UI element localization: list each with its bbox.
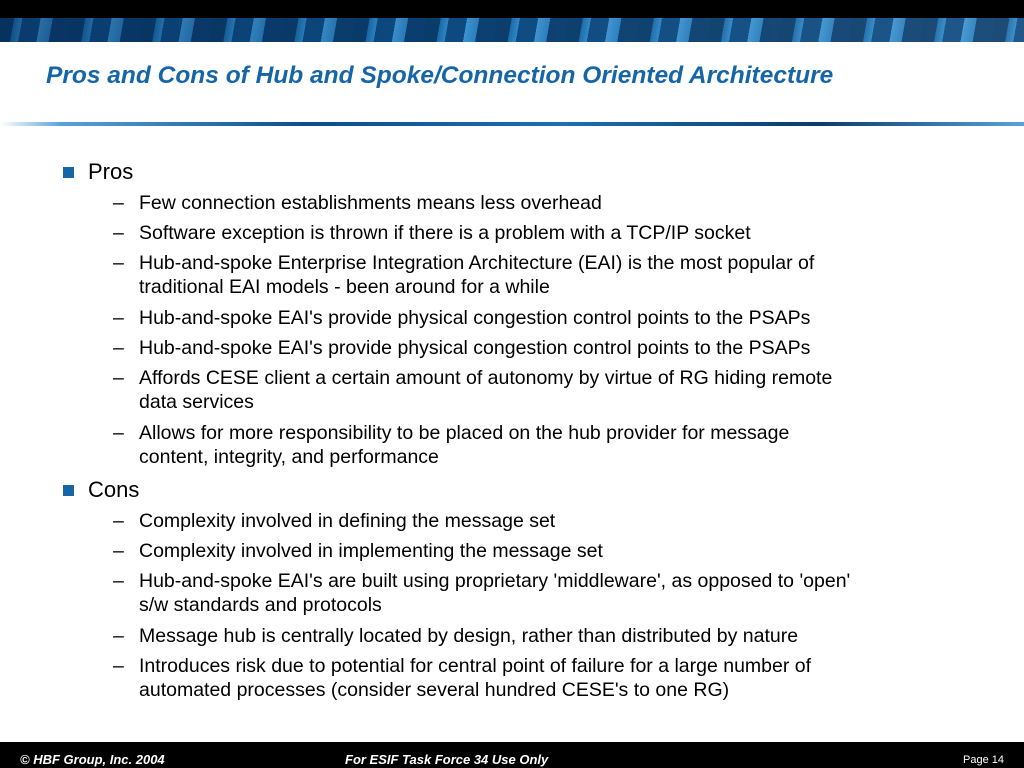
cons-item-3-line-2: s/w standards and protocols — [139, 594, 382, 616]
cons-item-2 — [139, 539, 989, 563]
pros-item-5 — [139, 336, 989, 360]
title-divider — [0, 122, 1024, 126]
pros-item-1-text: Few connection establishments means less overhead — [139, 192, 602, 214]
bullet-square-icon — [63, 485, 74, 496]
pros-heading: Pros — [88, 159, 134, 184]
dash-icon: – — [113, 510, 124, 532]
pros-item-6 — [139, 366, 989, 414]
pros-item-6-line-2: data services — [139, 391, 254, 413]
footer-bar — [0, 742, 1024, 768]
dash-icon: – — [113, 337, 124, 359]
dash-icon: – — [113, 222, 124, 244]
slide-title: Pros and Cons of Hub and Spoke/Connection Oriented Architecture — [46, 62, 834, 89]
pros-item-2 — [139, 221, 989, 245]
dash-icon: – — [113, 252, 124, 274]
pros-item-7-line-2: content, integrity, and performance — [139, 446, 439, 468]
footer-copyright: © HBF Group, Inc. 2004 — [20, 752, 165, 767]
cons-item-5 — [139, 654, 989, 702]
pros-item-2-text: Software exception is thrown if there is a problem with a TCP/IP socket — [139, 222, 751, 244]
bullet-square-icon — [63, 167, 74, 178]
header-banner — [0, 18, 1024, 42]
cons-item-4-text: Message hub is centrally located by design, rather than distributed by nature — [139, 625, 799, 647]
dash-icon: – — [113, 307, 124, 329]
cons-item-1-text: Complexity involved in defining the message set — [139, 510, 556, 532]
dash-icon: – — [113, 422, 124, 444]
pros-item-3 — [139, 251, 989, 299]
pros-item-1 — [139, 191, 989, 215]
cons-item-4 — [139, 624, 989, 648]
cons-item-5-line-2: automated processes (consider several hundred CESE's to one RG) — [139, 679, 730, 701]
page-number: Page 14 — [963, 754, 1004, 766]
cons-item-5-line-1: Introduces risk due to potential for central point of failure for a large number of — [139, 655, 812, 677]
dash-icon: – — [113, 625, 124, 647]
pros-item-3-line-2: traditional EAI models - been around for a while — [139, 276, 550, 298]
dash-icon: – — [113, 540, 124, 562]
cons-item-2-text: Complexity involved in implementing the message set — [139, 540, 603, 562]
pros-item-6-line-1: Affords CESE client a certain amount of autonomy by virtue of RG hiding remote — [139, 367, 833, 389]
dash-icon: – — [113, 570, 124, 592]
dash-icon: – — [113, 192, 124, 214]
dash-icon: – — [113, 367, 124, 389]
pros-item-4 — [139, 306, 989, 330]
pros-item-5-text: Hub-and-spoke EAI's provide physical congestion control points to the PSAPs — [139, 337, 811, 359]
cons-heading: Cons — [88, 477, 140, 502]
pros-item-3-line-1: Hub-and-spoke Enterprise Integration Architecture (EAI) is the most popular of — [139, 252, 815, 274]
cons-item-3-line-1: Hub-and-spoke EAI's are built using proprietary 'middleware', as opposed to 'open' — [139, 570, 851, 592]
pros-item-7-line-1: Allows for more responsibility to be placed on the hub provider for message — [139, 422, 790, 444]
cons-item-1 — [139, 509, 989, 533]
top-black-bar — [0, 0, 1024, 18]
dash-icon: – — [113, 655, 124, 677]
cons-item-3 — [139, 569, 989, 617]
pros-item-7 — [139, 421, 989, 469]
pros-item-4-text: Hub-and-spoke EAI's provide physical congestion control points to the PSAPs — [139, 307, 811, 329]
footer-notice: For ESIF Task Force 34 Use Only — [345, 752, 549, 767]
